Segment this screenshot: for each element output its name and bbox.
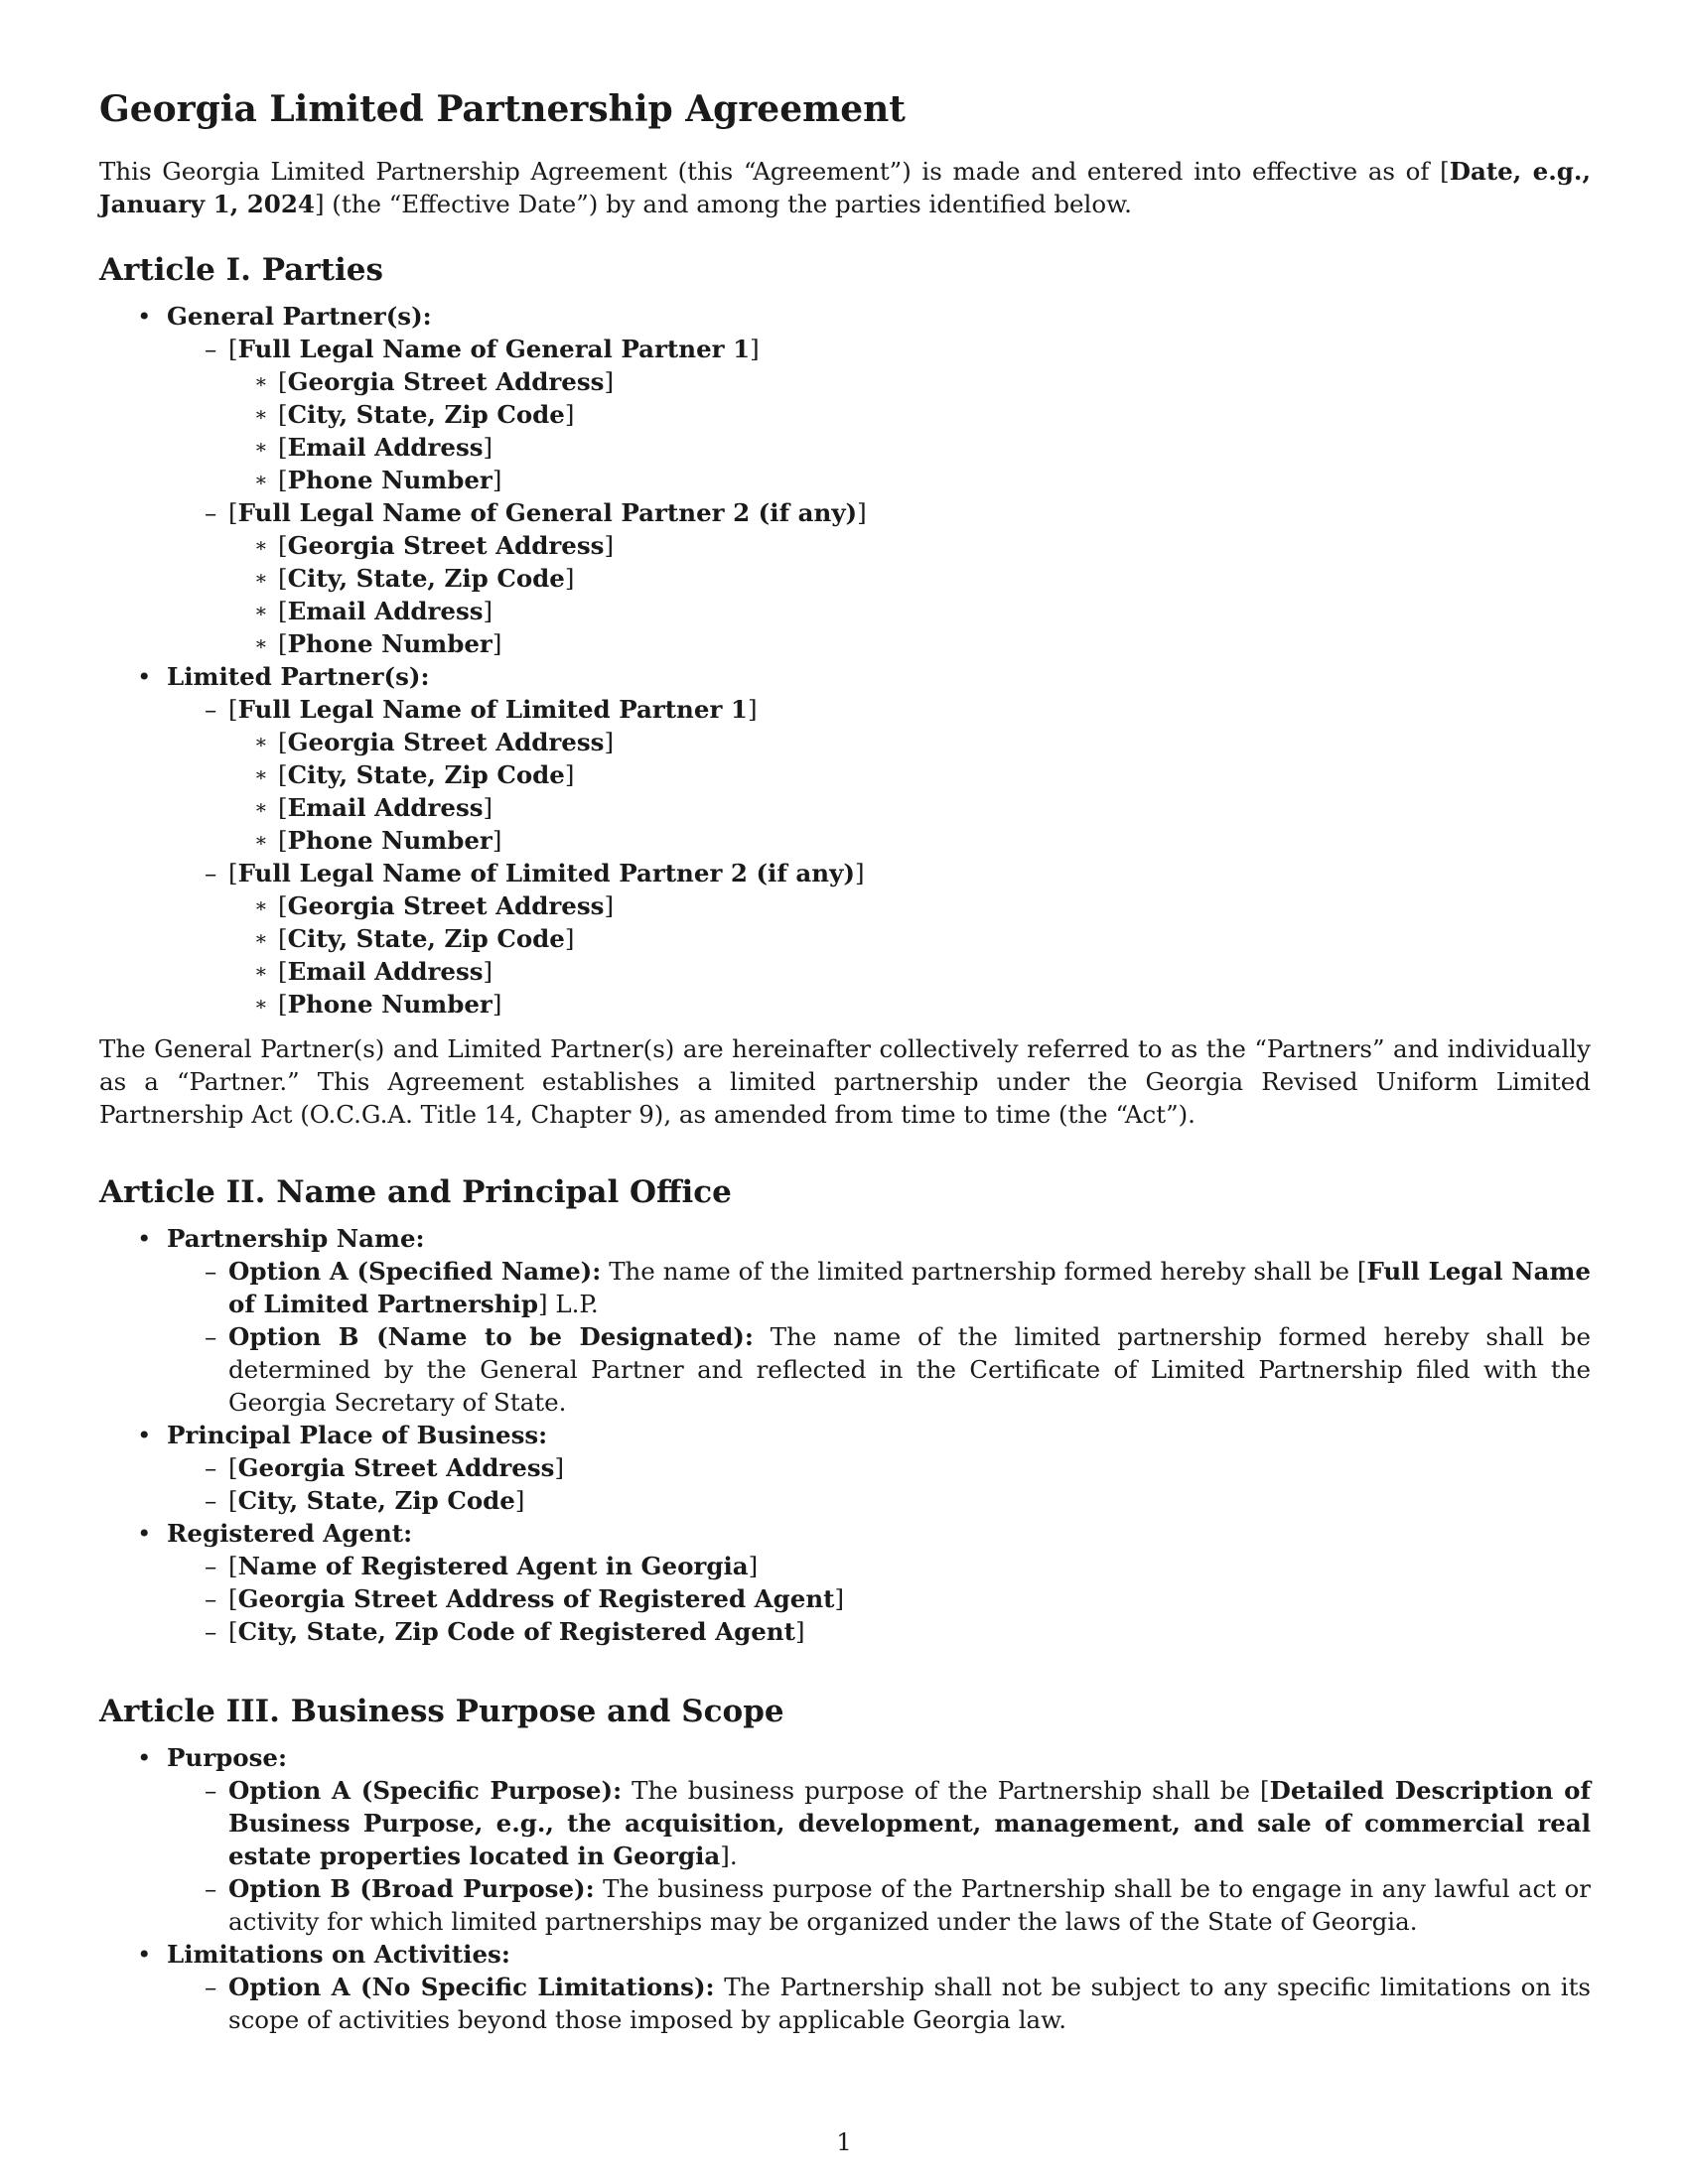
city-field: ∗ [City, State, Zip Code]: [228, 562, 1591, 595]
partnership-name-item: • Partnership Name: – Option A (Specified Name): The name of the limited partnership formed hereby shall be [Full Legal Name of Limited Partnership] L.P. – Option B (Name to be Designated): The name of the limited partnership formed hereby shall be determined by the General Partner and reflected in the Certificate of Limited Partnership filed with the Georgia Secretary of State.: [99, 1222, 1591, 1419]
address-field: ∗ [Georgia Street Address]: [228, 365, 1591, 398]
email-field: ∗ [Email Address]: [228, 955, 1591, 988]
general-partners-item: • General Partner(s): – [Full Legal Name of General Partner 1] ∗ [Georgia Street Address] ∗ [City, State, Zip Code] ∗ [Email Address] ∗ [Phone Number] – [Full Legal Name of General Partner 2 (if any)] ∗ [Georgia Street Address] ∗ [City, State, Zip Code] ∗ [Email Address] ∗ [Phone Number]: [99, 300, 1591, 660]
document-title: Georgia Limited Partnership Agreement: [99, 88, 906, 130]
email-field: ∗ [Email Address]: [228, 595, 1591, 627]
name-option-a: – Option A (Specified Name): The name of the limited partnership formed hereby shall be [Full Legal Name of Limited Partnership] L.P.: [167, 1255, 1591, 1320]
email-field: ∗ [Email Address]: [228, 431, 1591, 464]
address-field: ∗ [Georgia Street Address]: [228, 529, 1591, 562]
city-field: ∗ [City, State, Zip Code]: [228, 922, 1591, 955]
city-field: ∗ [City, State, Zip Code]: [228, 398, 1591, 431]
name-office-list: [99, 1222, 1591, 1648]
address-field: ∗ [Georgia Street Address]: [228, 889, 1591, 922]
registered-agent-item: • Registered Agent: – [Name of Registered Agent in Georgia] – [Georgia Street Address of Registered Agent] – [City, State, Zip Code of Registered Agent]: [99, 1517, 1591, 1648]
place-city: – [City, State, Zip Code]: [167, 1484, 1591, 1517]
name-option-b: – Option B (Name to be Designated): The name of the limited partnership formed hereby shall be determined by the General Partner and reflected in the Certificate of Limited Partnership filed with the Georgia Secretary of State.: [167, 1320, 1591, 1419]
purpose-option-b: – Option B (Broad Purpose): The business purpose of the Partnership shall be to engage in any lawful act or activity for which limited partnerships may be organized under the laws of the State of Georgia.: [167, 1872, 1591, 1938]
phone-field: ∗ [Phone Number]: [228, 627, 1591, 660]
agent-city: – [City, State, Zip Code of Registered Agent]: [167, 1615, 1591, 1648]
general-partner-2: – [Full Legal Name of General Partner 2 (if any)] ∗ [Georgia Street Address] ∗ [City, State, Zip Code] ∗ [Email Address] ∗ [Phone Number]: [167, 496, 1591, 660]
purpose-list: [99, 1741, 1591, 2036]
city-field: ∗ [City, State, Zip Code]: [228, 758, 1591, 791]
address-field: ∗ [Georgia Street Address]: [228, 726, 1591, 758]
page-number: 1: [836, 2127, 852, 2156]
article-2-heading: Article II. Name and Principal Office: [99, 1174, 732, 1210]
article-1-heading: Article I. Parties: [99, 252, 383, 288]
general-partner-1: – [Full Legal Name of General Partner 1] ∗ [Georgia Street Address] ∗ [City, State, Zip Code] ∗ [Email Address] ∗ [Phone Number]: [167, 333, 1591, 496]
document-page: [99, 87, 1591, 2036]
effective-date-placeholder: Date, e.g., January 1, 2024: [99, 157, 1591, 218]
principal-place-item: • Principal Place of Business: – [Georgia Street Address] – [City, State, Zip Code]: [99, 1419, 1591, 1517]
limited-partner-1: – [Full Legal Name of Limited Partner 1] ∗ [Georgia Street Address] ∗ [City, State, Zip Code] ∗ [Email Address] ∗ [Phone Number]: [167, 693, 1591, 857]
article-3-heading: Article III. Business Purpose and Scope: [99, 1694, 784, 1729]
limitations-option-a: – Option A (No Specific Limitations): The Partnership shall not be subject to any specific limitations on its scope of activities beyond those imposed by applicable Georgia law.: [167, 1971, 1591, 2036]
agent-name: – [Name of Registered Agent in Georgia]: [167, 1550, 1591, 1582]
parties-list: [99, 300, 1591, 1021]
purpose-item: • Purpose: – Option A (Specific Purpose): The business purpose of the Partnership shall be [Detailed Description of Business Purpose, e.g., the acquisition, development, management, and sale of commercial real estate properties located in Georgia]. – Option B (Broad Purpose): The business purpose of the Partnership shall be to engage in any lawful act or activity for which limited partnerships may be organized under the laws of the State of Georgia.: [99, 1741, 1591, 1938]
limited-partners-item: • Limited Partner(s): – [Full Legal Name of Limited Partner 1] ∗ [Georgia Street Address] ∗ [City, State, Zip Code] ∗ [Email Address] ∗ [Phone Number] – [Full Legal Name of Limited Partner 2 (if any)] ∗ [Georgia Street Address] ∗ [City, State, Zip Code] ∗ [Email Address] ∗ [Phone Number]: [99, 660, 1591, 1021]
limited-partner-2: – [Full Legal Name of Limited Partner 2 (if any)] ∗ [Georgia Street Address] ∗ [City, State, Zip Code] ∗ [Email Address] ∗ [Phone Number]: [167, 857, 1591, 1021]
purpose-option-a: – Option A (Specific Purpose): The business purpose of the Partnership shall be [Detailed Description of Business Purpose, e.g., the acquisition, development, management, and sale of commercial real estate properties located in Georgia].: [167, 1774, 1591, 1872]
email-field: ∗ [Email Address]: [228, 791, 1591, 824]
limitations-item: • Limitations on Activities: – Option A (No Specific Limitations): The Partnership shall not be subject to any specific limitations on its scope of activities beyond those imposed by applicable Georgia law.: [99, 1938, 1591, 2036]
phone-field: ∗ [Phone Number]: [228, 824, 1591, 857]
intro-paragraph: This Georgia Limited Partnership Agreement (this “Agreement”) is made and entered into effective as of [Date, e.g., January 1, 2024] (the “Effective Date”) by and among the parties identified below.: [99, 157, 1591, 218]
partners-definition-paragraph: The General Partner(s) and Limited Partner(s) are hereinafter collectively referred to as the “Partners” and individually as a “Partner.” This Agreement establishes a limited partnership under the Georgia Revised Uniform Limited Partnership Act (O.C.G.A. Title 14, Chapter 9), as amended from time to time (the “Act”).: [99, 1034, 1591, 1129]
agent-address: – [Georgia Street Address of Registered Agent]: [167, 1582, 1591, 1615]
place-address: – [Georgia Street Address]: [167, 1451, 1591, 1484]
phone-field: ∗ [Phone Number]: [228, 464, 1591, 496]
phone-field: ∗ [Phone Number]: [228, 988, 1591, 1021]
